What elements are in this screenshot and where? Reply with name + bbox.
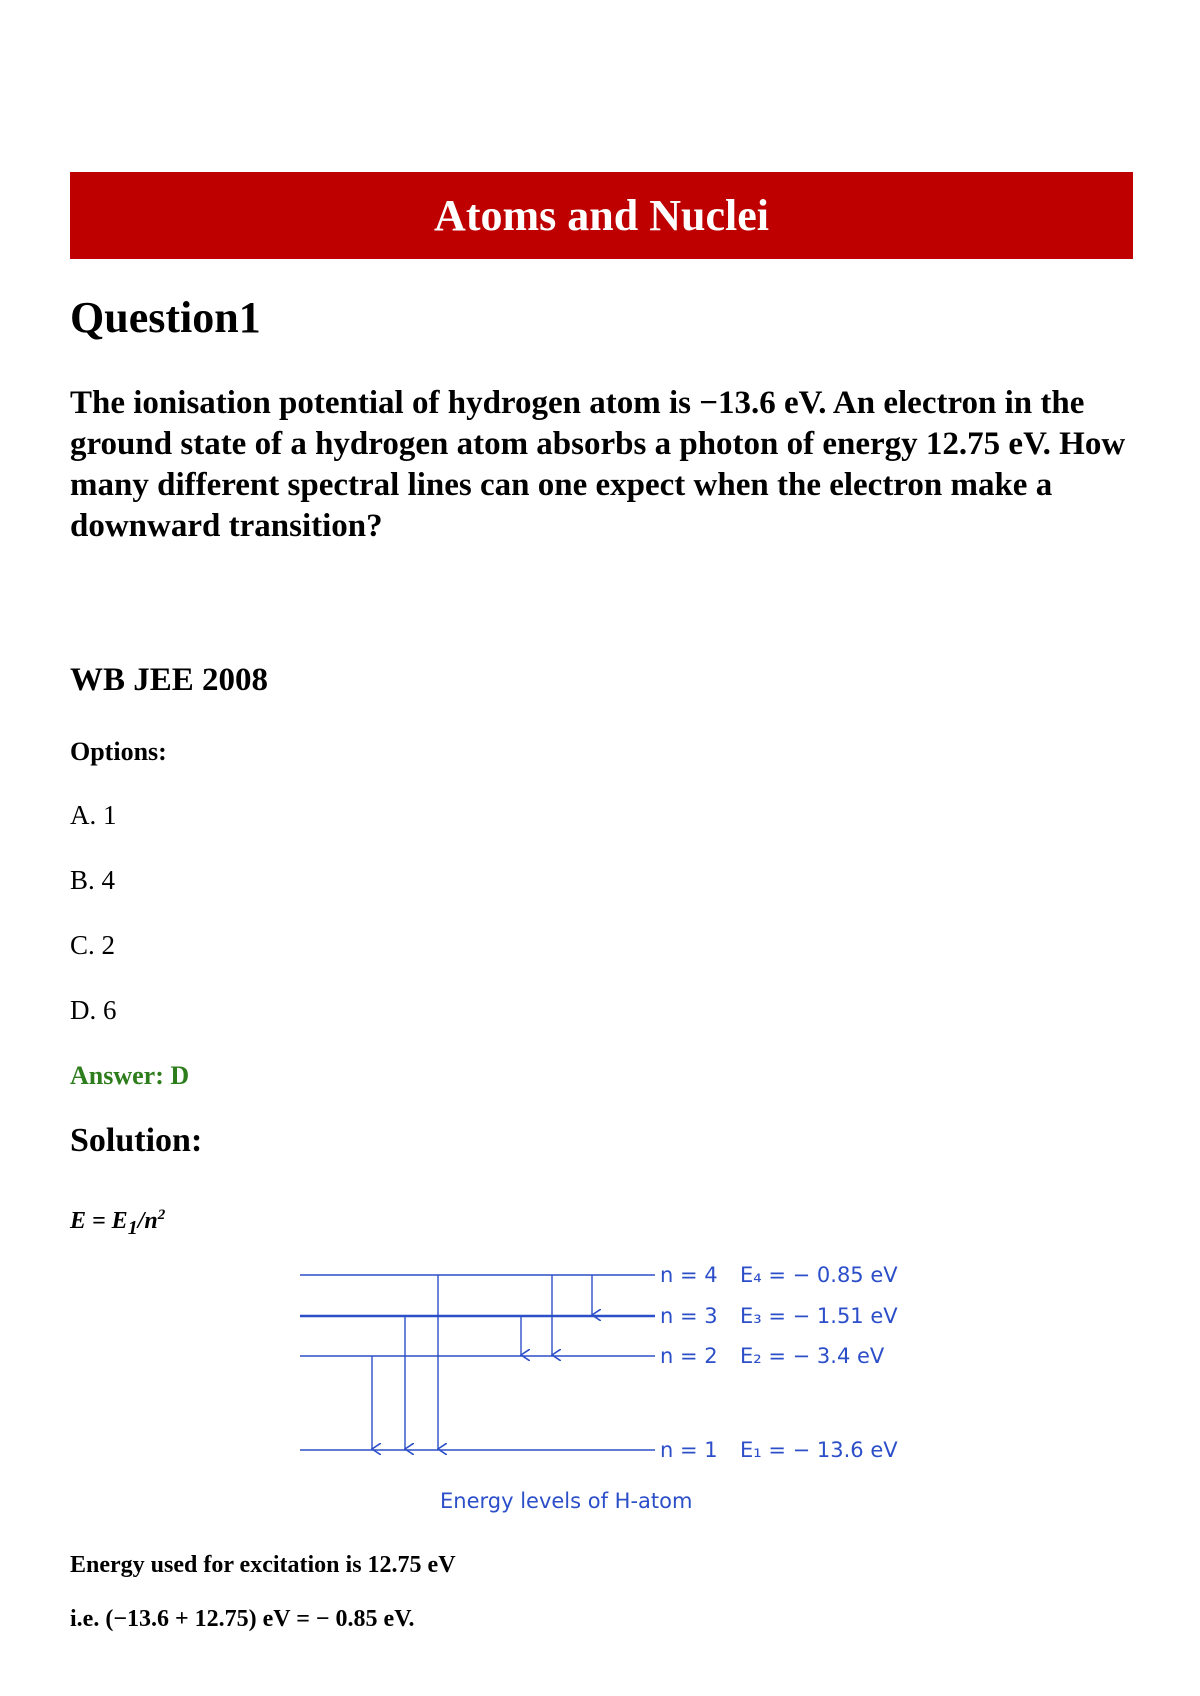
option-a: A. 1 bbox=[70, 800, 117, 830]
solution-line-1: Energy used for excitation is 12.75 eV bbox=[70, 1552, 456, 1578]
exam-tag: WB JEE 2008 bbox=[70, 662, 269, 698]
question-text: The ionisation potential of hydrogen atom is −13.6 eV. An electron in the ground state of a hydrogen atom absorbs a photon of energy 12.75 eV. How many different spectral lines can one expect when the electron make a downward transition? bbox=[70, 385, 1126, 544]
question-heading: Question1 bbox=[70, 293, 261, 342]
solution-heading: Solution: bbox=[70, 1122, 203, 1159]
title-banner bbox=[70, 172, 1133, 259]
level-n3-energy: E₃ = − 1.51 eV bbox=[740, 1304, 898, 1328]
option-d: D. 6 bbox=[70, 995, 117, 1025]
formula-tail: /n bbox=[137, 1208, 158, 1234]
level-n4-label: n = 4 bbox=[660, 1263, 718, 1287]
formula bbox=[70, 1207, 165, 1240]
solution-line-2: i.e. (−13.6 + 12.75) eV = − 0.85 eV. bbox=[70, 1606, 415, 1632]
diagram-caption: Energy levels of H-atom bbox=[440, 1489, 693, 1513]
option-c: C. 2 bbox=[70, 930, 116, 960]
page-title: Atoms and Nuclei bbox=[434, 191, 769, 240]
level-n2-energy: E₂ = − 3.4 eV bbox=[740, 1344, 885, 1368]
level-n4-energy: E₄ = − 0.85 eV bbox=[740, 1263, 898, 1287]
formula-superscript: 2 bbox=[157, 1207, 166, 1223]
options-label: Options: bbox=[70, 737, 167, 766]
level-n2-label: n = 2 bbox=[660, 1344, 718, 1368]
level-n1-label: n = 1 bbox=[660, 1438, 718, 1462]
formula-main: E = E bbox=[70, 1208, 128, 1234]
option-b: B. 4 bbox=[70, 865, 116, 895]
level-n3-label: n = 3 bbox=[660, 1304, 718, 1328]
energy-level-diagram bbox=[290, 1250, 930, 1540]
answer: Answer: D bbox=[70, 1061, 190, 1090]
formula-subscript: 1 bbox=[127, 1216, 138, 1239]
level-n1-energy: E₁ = − 13.6 eV bbox=[740, 1438, 898, 1462]
